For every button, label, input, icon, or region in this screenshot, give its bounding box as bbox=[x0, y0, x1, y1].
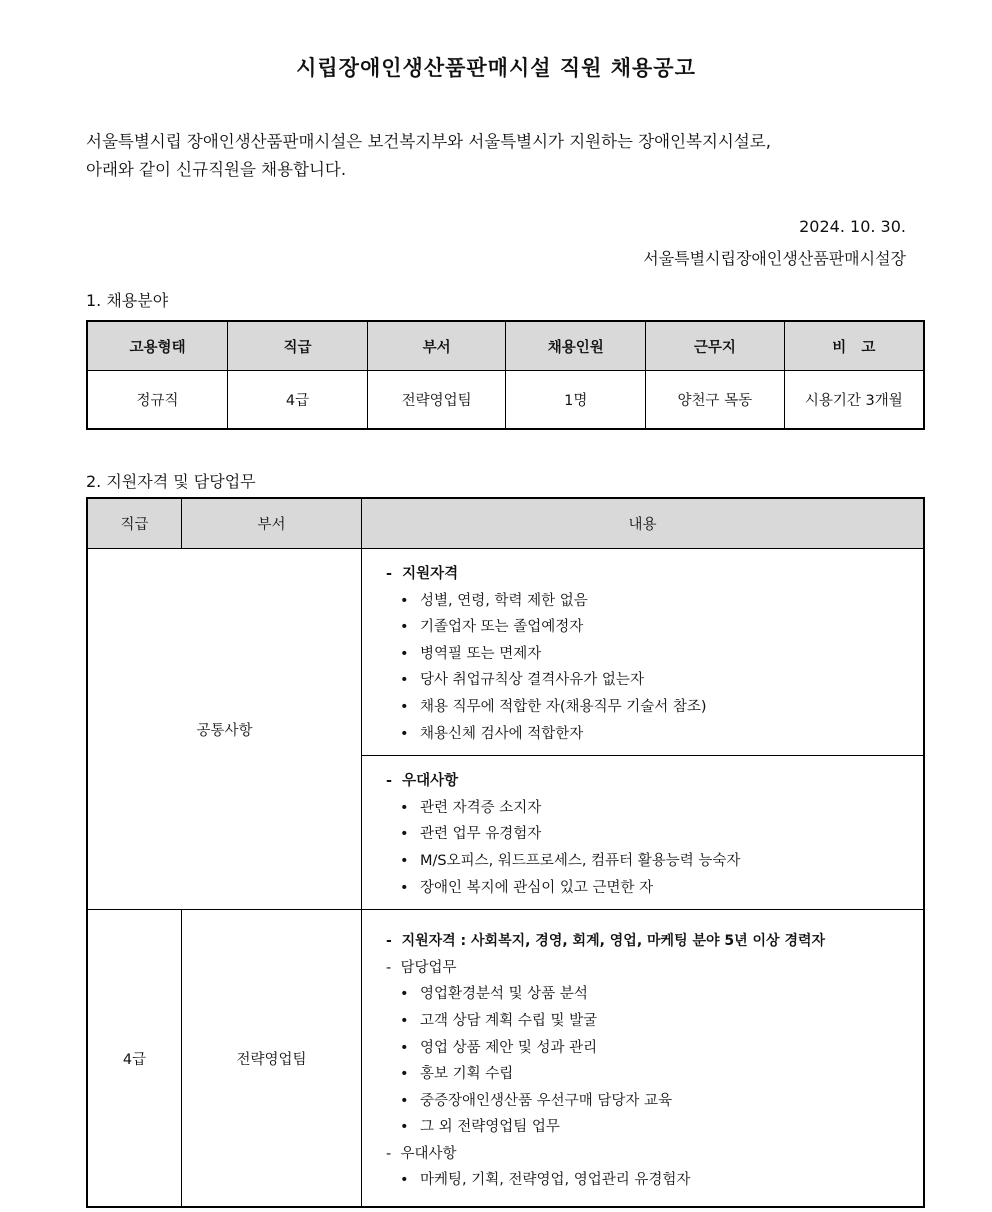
position-department: 전략영업팀 bbox=[182, 910, 362, 1208]
table-row bbox=[87, 371, 924, 430]
table-row bbox=[87, 910, 924, 1208]
intro-paragraph bbox=[86, 128, 926, 184]
list-item: • 관련 자격증 소지자 bbox=[386, 795, 913, 822]
common-qualifications-heading: - 지원자격 bbox=[386, 566, 459, 582]
duties-heading: - 담당업무 bbox=[386, 959, 457, 976]
list-item: • 병역필 또는 면제자 bbox=[386, 641, 913, 668]
intro-line-1: 서울특별시립 장애인생산품판매시설은 보건복지부와 서울특별시가 지원하는 장애인복지시설로, bbox=[86, 132, 771, 151]
page-title: 시립장애인생산품판매시설 직원 채용공고 bbox=[296, 56, 696, 80]
header-remarks: 비 고 bbox=[784, 321, 924, 371]
common-qualifications-cell bbox=[362, 549, 924, 756]
table-header-row bbox=[87, 498, 924, 549]
list-item: • 홍보 기획 수립 bbox=[386, 1061, 913, 1088]
position-grade: 4급 bbox=[87, 910, 182, 1208]
header-department: 부서 bbox=[182, 498, 362, 549]
section-1-title: 1. 채용분야 bbox=[86, 291, 169, 310]
table-row bbox=[87, 549, 924, 756]
list-item: • 관련 업무 유경험자 bbox=[386, 821, 913, 848]
common-preferences-cell bbox=[362, 756, 924, 910]
cell-employment-type: 정규직 bbox=[87, 371, 228, 430]
list-item: • 채용신체 검사에 적합한자 bbox=[386, 721, 913, 748]
list-item: • 고객 상담 계획 수립 및 발굴 bbox=[386, 1008, 913, 1035]
cell-remarks: 시용기간 3개월 bbox=[784, 371, 924, 430]
header-headcount: 채용인원 bbox=[506, 321, 646, 371]
qualification-duty-table bbox=[86, 497, 925, 1208]
cell-department: 전략영업팀 bbox=[367, 371, 506, 430]
list-item: • M/S오피스, 워드프로세스, 컴퓨터 활용능력 능숙자 bbox=[386, 848, 913, 875]
position-details-cell bbox=[362, 910, 924, 1208]
announcement-date: 2024. 10. 30. bbox=[799, 217, 906, 236]
list-item: • 영업 상품 제안 및 성과 관리 bbox=[386, 1035, 913, 1062]
recruitment-field-table bbox=[86, 320, 925, 430]
list-item: • 기졸업자 또는 졸업예정자 bbox=[386, 614, 913, 641]
list-item: • 채용 직무에 적합한 자(채용직무 기술서 참조) bbox=[386, 694, 913, 721]
common-label: 공통사항 bbox=[87, 549, 362, 910]
header-employment-type: 고용형태 bbox=[87, 321, 228, 371]
position-preferences-heading: - 우대사항 bbox=[386, 1145, 457, 1162]
section-2-title: 2. 지원자격 및 담당업무 bbox=[86, 472, 256, 491]
announcement-signer: 서울특별시립장애인생산품판매시설장 bbox=[643, 249, 906, 268]
cell-headcount: 1명 bbox=[506, 371, 646, 430]
table-header-row bbox=[87, 321, 924, 371]
list-item: • 그 외 전략영업팀 업무 bbox=[386, 1114, 913, 1141]
list-item: • 성별, 연령, 학력 제한 없음 bbox=[386, 588, 913, 615]
header-content: 내용 bbox=[362, 498, 924, 549]
cell-location: 양천구 목동 bbox=[646, 371, 785, 430]
intro-line-2: 아래와 같이 신규직원을 채용합니다. bbox=[86, 160, 347, 179]
list-item: • 마케팅, 기획, 전략영업, 영업관리 유경험자 bbox=[386, 1167, 913, 1194]
header-department: 부서 bbox=[367, 321, 506, 371]
header-location: 근무지 bbox=[646, 321, 785, 371]
cell-grade: 4급 bbox=[228, 371, 368, 430]
list-item: • 장애인 복지에 관심이 있고 근면한 자 bbox=[386, 875, 913, 902]
header-grade: 직급 bbox=[228, 321, 368, 371]
list-item: • 영업환경분석 및 상품 분석 bbox=[386, 981, 913, 1008]
list-item: • 중증장애인생산품 우선구매 담당자 교육 bbox=[386, 1088, 913, 1115]
common-preferences-heading: - 우대사항 bbox=[386, 773, 459, 790]
header-grade: 직급 bbox=[87, 498, 182, 549]
list-item: • 당사 취업규칙상 결격사유가 없는자 bbox=[386, 667, 913, 694]
position-qualification: - 지원자격 : 사회복지, 경영, 회계, 영업, 마케팅 분야 5년 이상 경력자 bbox=[386, 933, 826, 950]
